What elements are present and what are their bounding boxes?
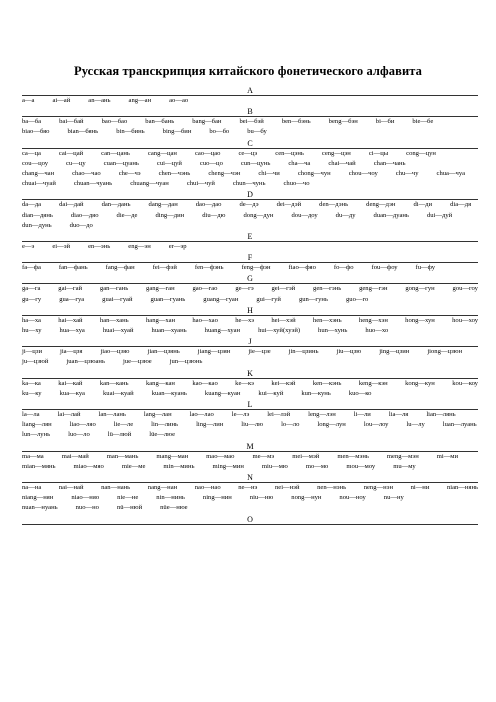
syllable-pair: cuan—цуань [103,159,139,167]
syllable-pair: er—эр [168,243,187,251]
transcription-line [22,284,478,294]
syllable-pair: fiao—фяо [288,264,316,272]
syllable-pair: jia—цзя [60,348,83,356]
syllable-pair: fa—фа [22,264,41,272]
syllable-pair: lin—линь [151,421,179,429]
syllable-pair: kuan—куань [151,389,187,397]
syllable-pair: geng—гэн [359,285,388,293]
syllable-pair: ji—цзи [22,348,43,356]
syllable-pair: lang—лан [143,411,172,419]
syllable-pair: lu—лу [406,421,425,429]
syllable-pair: niao—няо [71,494,100,502]
transcription-line [22,159,478,169]
syllable-pair: kou—коу [452,379,478,387]
syllable-pair: duo—до [69,221,93,229]
syllable-pair: nan—нань [101,484,131,492]
section-header: C [22,139,478,149]
syllable-pair: jiang—цзян [197,348,231,356]
syllable-pair: ke—кэ [235,379,254,387]
syllable-pair: ha—ха [22,316,41,324]
syllable-pair: fei—фэй [152,264,177,272]
syllable-pair: cha—ча [288,159,311,167]
syllable-pair: man—мань [106,452,139,460]
syllable-pair: le—лэ [231,411,250,419]
transcription-line [22,462,478,472]
syllable-pair: miao—мяо [73,462,104,470]
syllable-pair: mao—мао [206,452,235,460]
syllable-pair: mian—мянь [22,462,56,470]
syllable-pair: ga—га [22,285,41,293]
syllable-pair: chuan—чуань [73,180,113,188]
syllable-pair: jin—цзинь [288,348,319,356]
syllable-pair: hong—хун [405,316,435,324]
transcription-line [22,263,478,273]
syllable-pair: kao—као [192,379,218,387]
syllable-pair: kuai—куай [102,389,134,397]
syllable-pair: eng—эн [128,243,151,251]
syllable-pair: diao—дяо [70,211,99,219]
transcription-table [22,86,478,525]
syllable-pair: bang—бан [192,118,222,126]
syllable-pair: cheng—чэн [208,170,241,178]
syllable-pair: keng—кэн [358,379,388,387]
syllable-pair: ne—нэ [238,484,258,492]
transcription-line [22,169,478,179]
section-header: E [22,232,478,242]
syllable-pair: guo—го [345,295,369,303]
section-body [22,149,478,191]
syllable-pair: chan—чань [373,159,406,167]
syllable-pair: chi—чи [258,170,280,178]
syllable-pair: lei—лэй [267,411,291,419]
syllable-pair: luan—луань [442,421,477,429]
section-body [22,316,478,337]
syllable-pair: mi—ми [436,452,459,460]
syllable-pair: di—ди [413,201,433,209]
section-body [22,96,478,107]
transcription-line [22,493,478,503]
syllable-pair: bie—бе [412,118,434,126]
syllable-pair: mou—моу [346,462,376,470]
syllable-pair: hui—хуй(хуэй) [258,327,301,335]
section-header: N [22,473,478,483]
section-header: B [22,107,478,117]
syllable-pair: heng—хэн [358,316,388,324]
syllable-pair: lü—люй [107,431,132,439]
syllable-pair: bo—бо [209,128,230,136]
transcription-line [22,127,478,137]
syllable-pair: nuan—нуань [22,504,58,512]
syllable-pair: lao—лао [189,411,214,419]
transcription-line [22,347,478,357]
transcription-line [22,179,478,189]
syllable-pair: ba—ба [22,118,42,126]
syllable-pair: guan—гуань [150,295,186,303]
syllable-pair: jian—цзянь [147,348,180,356]
syllable-pair: chuai—чуай [22,180,56,188]
syllable-pair: chua—чуа [436,170,466,178]
syllable-pair: fo—фо [333,264,354,272]
syllable-pair: ce—цэ [238,149,258,157]
syllable-pair: a—а [22,97,35,104]
syllable-pair: mei—мэй [292,452,320,460]
syllable-pair: cun—цунь [240,159,271,167]
syllable-pair: dou—доу [291,211,318,219]
syllable-pair: kuang—куан [204,389,241,397]
syllable-pair: mai—май [61,452,89,460]
syllable-pair: deng—дэн [366,201,396,209]
syllable-pair: kan—кань [99,379,129,387]
syllable-pair: leng—лэн [308,411,336,419]
syllable-pair: li—ли [353,411,371,419]
transcription-line [22,420,478,430]
syllable-pair: nou—ноу [339,494,366,502]
syllable-pair: lou—лоу [363,421,389,429]
syllable-pair: han—хань [99,316,129,324]
syllable-pair: ge—гэ [235,285,254,293]
syllable-pair: lia—ля [388,411,409,419]
syllable-pair: nei—нэй [274,484,300,492]
syllable-pair: mang—ман [156,452,189,460]
section-body [22,410,478,442]
syllable-pair: fu—фу [415,264,436,272]
syllable-pair: chao—чао [72,170,101,178]
syllable-pair: bei—бэй [239,118,264,126]
syllable-pair: cen—цэнь [275,149,304,157]
syllable-pair: hai—хай [58,316,83,324]
syllable-pair: feng—фэн [241,264,271,272]
syllable-pair: huan—хуань [151,327,187,335]
syllable-pair: huang—хуан [204,327,241,335]
syllable-pair: kui—куй [258,389,284,397]
syllable-pair: liao—ляо [69,421,96,429]
syllable-pair: kai—кай [58,379,83,387]
syllable-pair: dian—дянь [22,211,53,219]
syllable-pair: gan—гань [99,285,129,293]
transcription-line [22,410,478,420]
syllable-pair: ming—мин [212,462,244,470]
syllable-pair: neng—нэн [363,484,393,492]
syllable-pair: long—лун [317,421,346,429]
syllable-pair: chen—чэнь [158,170,191,178]
syllable-pair: ni—ни [410,484,430,492]
syllable-pair: ci—цы [368,149,389,157]
syllable-pair: gun—гунь [298,295,328,303]
syllable-pair: lie—ле [113,421,134,429]
section-header: F [22,253,478,263]
syllable-pair: gong—гун [405,285,435,293]
syllable-pair: gua—гуа [59,295,85,303]
transcription-line [22,149,478,159]
syllable-pair: gang—ган [146,285,175,293]
syllable-pair: ju—цзюй [22,358,49,366]
syllable-pair: bu—бу [247,128,267,136]
syllable-pair: bai—бай [59,118,84,126]
syllable-pair: nao—нао [194,484,221,492]
syllable-pair: dan—дань [101,201,131,209]
syllable-pair: chai—чай [328,159,356,167]
syllable-pair: guai—гуай [102,295,133,303]
syllable-pair: gou—гоу [452,285,478,293]
section-body [22,284,478,305]
document-title: Русская транскрипция китайского фонетического алфавита [73,64,423,78]
section-header: O [22,515,478,525]
section-body [22,379,478,400]
syllable-pair: huai—хуай [102,327,134,335]
syllable-pair: dei—дэй [276,201,302,209]
syllable-pair: dui—дуй [426,211,453,219]
syllable-pair: en—энь [88,243,111,251]
syllable-pair: huo—хо [365,327,389,335]
syllable-pair: he—хэ [235,316,255,324]
syllable-pair: chou—чоу [348,170,378,178]
syllable-pair: chuo—чо [283,180,310,188]
syllable-pair: guang—гуан [203,295,239,303]
syllable-pair: jue—цзюе [122,358,152,366]
transcription-line [22,200,478,210]
syllable-pair: me—мэ [252,452,275,460]
syllable-pair: ca—ца [22,149,41,157]
syllable-pair: miu—мю [261,462,288,470]
transcription-line [22,452,478,462]
transcription-line [22,389,478,399]
syllable-pair: can—цань [101,149,130,157]
section-body [22,483,478,515]
syllable-pair: chui—чуй [186,180,215,188]
syllable-pair: niu—ню [249,494,274,502]
section-header: K [22,369,478,379]
section-header: A [22,86,478,96]
syllable-pair: chuang—чуан [130,180,169,188]
syllable-pair: jiao—цзяо [100,348,130,356]
section-body [22,347,478,368]
transcription-line [22,221,478,231]
syllable-pair: nai—най [58,484,84,492]
syllable-pair: gao—гао [192,285,218,293]
syllable-pair: cui—цуй [156,159,182,167]
syllable-pair: nen—нэнь [317,484,347,492]
syllable-pair: gei—гэй [271,285,296,293]
syllable-pair: nüe—нюе [160,504,188,512]
syllable-pair: nang—нан [147,484,178,492]
syllable-pair: dao—дао [195,201,222,209]
syllable-pair: ceng—цэн [321,149,351,157]
syllable-pair: die—дe [116,211,138,219]
syllable-pair: hang—хан [145,316,176,324]
syllable-pair: kuo—ко [348,389,372,397]
syllable-pair: ai—ай [52,97,71,104]
syllable-pair: ku—ку [22,389,42,397]
syllable-pair: ma—ма [22,452,44,460]
syllable-pair: jing—цзин [379,348,410,356]
syllable-pair: ding—дин [155,211,185,219]
syllable-pair: liang—лян [22,421,52,429]
syllable-pair: cu—цу [66,159,86,167]
syllable-pair: liu—лю [241,421,264,429]
syllable-pair: dong—дун [243,211,274,219]
syllable-pair: cao—цао [194,149,221,157]
syllable-pair: hao—хао [192,316,218,324]
syllable-pair: jiu—цзю [336,348,362,356]
syllable-pair: ben—бэнь [281,118,311,126]
syllable-pair: lai—лай [57,411,81,419]
syllable-pair: bing—бин [162,128,192,136]
transcription-line [22,430,478,440]
syllable-pair: meng—мэн [386,452,419,460]
syllable-pair: ao—ао [169,97,189,104]
transcription-line [22,211,478,221]
section-header: D [22,190,478,200]
syllable-pair: duan—дуань [373,211,409,219]
syllable-pair: du—ду [335,211,356,219]
syllable-pair: diu—дю [202,211,226,219]
syllable-pair: dia—дя [450,201,472,209]
syllable-pair: jiong—цзюн [427,348,463,356]
syllable-pair: gai—гай [58,285,83,293]
transcription-line [22,379,478,389]
syllable-pair: bin—бинь [116,128,145,136]
syllable-pair: cai—цай [58,149,84,157]
syllable-pair: dang—дан [148,201,178,209]
syllable-pair: nian—нянь [446,484,478,492]
syllable-pair: hua—хуа [59,327,85,335]
section-body [22,452,478,473]
syllable-pair: lo—ло [281,421,300,429]
syllable-pair: kun—кунь [301,389,331,397]
syllable-pair: lian—лянь [426,411,456,419]
syllable-pair: bao—бао [101,118,128,126]
syllable-pair: hu—ху [22,327,42,335]
syllable-pair: chun—чунь [232,180,266,188]
transcription-line [22,503,478,513]
syllable-pair: cou—цоу [22,159,48,167]
syllable-pair: lun—лунь [22,431,51,439]
syllable-pair: cuo—цо [199,159,223,167]
syllable-pair: juan—цзюань [66,358,105,366]
syllable-pair: de—дэ [239,201,259,209]
syllable-pair: da—да [22,201,42,209]
section-header: J [22,337,478,347]
section-body [22,263,478,274]
syllable-pair: dai—дай [59,201,84,209]
section-body [22,242,478,253]
syllable-pair: la—ла [22,411,40,419]
syllable-pair: chang—чан [22,170,55,178]
syllable-pair: chu—чу [395,170,419,178]
section-header: L [22,400,478,410]
syllable-pair: men—мэнь [337,452,369,460]
syllable-pair: biao—бяо [22,128,50,136]
syllable-pair: kei—кэй [271,379,296,387]
syllable-pair: niang—нян [22,494,54,502]
transcription-line [22,326,478,336]
syllable-pair: ling—лин [196,421,224,429]
section-body [22,200,478,232]
syllable-pair: ang—ан [128,97,152,104]
section-header: M [22,442,478,452]
syllable-pair: nuo—но [75,504,99,512]
syllable-pair: cong—цун [406,149,436,157]
syllable-pair: ban—бань [145,118,175,126]
transcription-line [22,117,478,127]
transcription-line [22,242,478,252]
syllable-pair: hun—хунь [318,327,348,335]
syllable-pair: jie—цзе [248,348,271,356]
transcription-line [22,316,478,326]
syllable-pair: kua—куа [59,389,85,397]
syllable-pair: lan—лань [98,411,126,419]
transcription-line [22,483,478,493]
syllable-pair: che—чэ [118,170,141,178]
syllable-pair: bi—би [375,118,395,126]
syllable-pair: an—ань [88,97,111,104]
syllable-pair: kong—кун [405,379,435,387]
syllable-pair: hou—хоу [452,316,478,324]
syllable-pair: fou—фоу [371,264,398,272]
syllable-pair: fen—фэнь [194,264,224,272]
syllable-pair: min—минь [163,462,195,470]
syllable-pair: mu—му [393,462,416,470]
syllable-pair: lüe—люе [149,431,176,439]
syllable-pair: mo—мо [305,462,329,470]
transcription-line [22,96,478,106]
syllable-pair: hei—хэй [271,316,296,324]
syllable-pair: nie—не [117,494,139,502]
syllable-pair: nu—ну [383,494,404,502]
syllable-pair: gen—гэнь [313,285,342,293]
syllable-pair: luo—ло [68,431,90,439]
syllable-pair: jun—цзюнь [169,358,203,366]
syllable-pair: fang—фан [105,264,135,272]
section-header: H [22,306,478,316]
syllable-pair: nong—нун [291,494,322,502]
syllable-pair: bian—бянь [67,128,99,136]
syllable-pair: ka—ка [22,379,41,387]
syllable-pair: den—дэнь [319,201,349,209]
section-header: G [22,274,478,284]
syllable-pair: hen—хэнь [312,316,342,324]
syllable-pair: gu—гу [22,295,42,303]
syllable-pair: ei—эй [52,243,71,251]
syllable-pair: e—э [22,243,35,251]
section-body [22,117,478,138]
syllable-pair: gui—гуй [256,295,281,303]
transcription-line [22,357,478,367]
syllable-pair: cang—цан [147,149,177,157]
transcription-line [22,295,478,305]
syllable-pair: nin—нинь [156,494,185,502]
syllable-pair: beng—бэн [328,118,358,126]
syllable-pair: ken—кэнь [312,379,342,387]
syllable-pair: na—на [22,484,42,492]
syllable-pair: dun—дунь [22,221,52,229]
syllable-pair: fan—фань [58,264,88,272]
syllable-pair: kang—кан [145,379,175,387]
syllable-pair: chong—чун [297,170,331,178]
syllable-pair: ning—нин [202,494,232,502]
syllable-pair: nü—нюй [116,504,143,512]
syllable-pair: mie—ме [121,462,146,470]
